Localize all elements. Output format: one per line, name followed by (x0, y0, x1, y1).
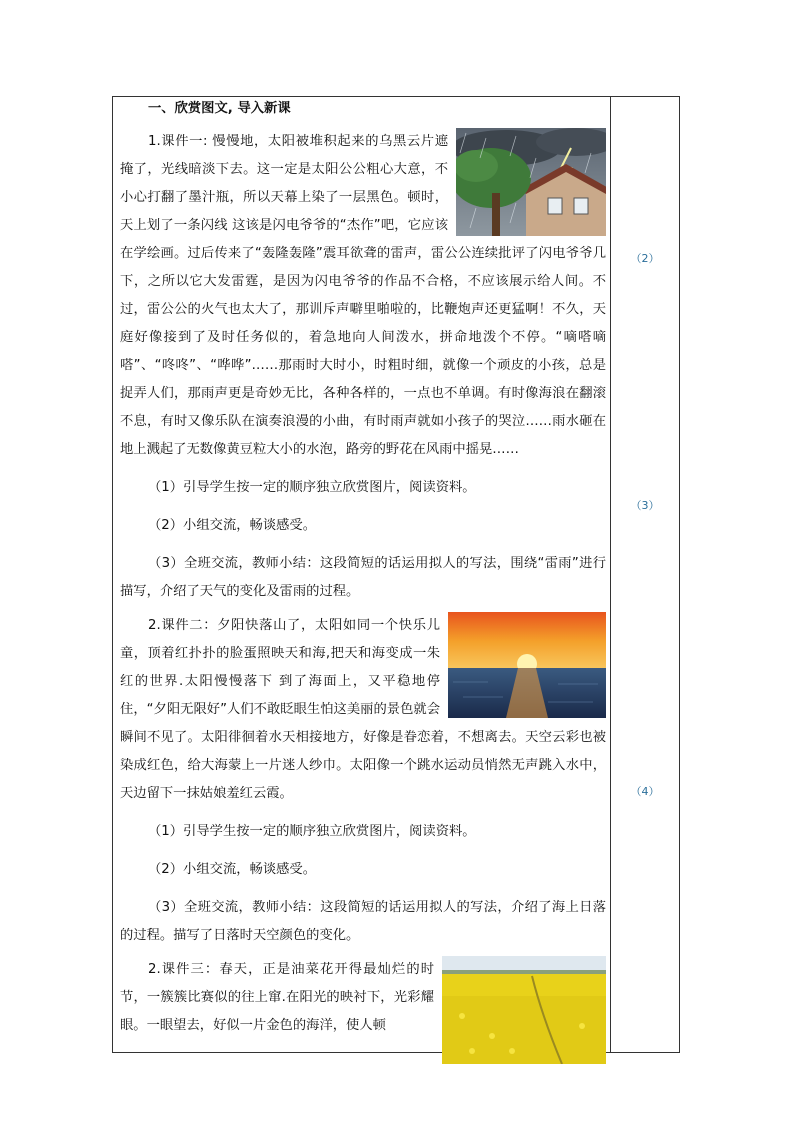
thunderstorm-image (456, 128, 606, 236)
lesson-content (120, 98, 606, 1068)
courseware-2 (120, 612, 606, 950)
step-2-1: （1）引导学生按一定的顺序独立欣赏图片，阅读资料。 (148, 824, 476, 839)
courseware-1 (120, 128, 606, 606)
courseware-1-text: 1.课件一: 慢慢地，太阳被堆积起来的乌黑云片遮掩了，光线暗淡下去。这一定是太阳公公粗心大意，不小心打翻了墨汁瓶，所以天幕上染了一层黑色。顿时，天上划了一条闪线 这该是闪电爷爷的“杰作”吧，它应该在学绘画。过后传来了“轰隆轰隆”震耳欲聋的雷声，雷公公连续批评了闪电爷爷几下，之所以它大发雷霆，是因为闪电爷爷的作品不合格，不应该展示给人间。不过，雷公公的火气也太大了，那训斥声噼里啪啦的，比鞭炮声还更猛啊！不久，天庭好像接到了及时任务似的，着急地向人间泼水，拼命地泼个不停。“嘀嗒嘀嗒”、“咚咚”、“哗哗”……那雨时大时小，时粗时细，就像一个顽皮的小孩，总是捉弄人们，那雨声更是奇妙无比，各种各样的，一点也不单调。有时像海浪在翻滚不息，有时又像乐队在演奏浪漫的小曲，有时雨声就如小孩子的哭泣……雨水砸在地上溅起了无数像黄豆粒大小的水泡，路旁的野花在风雨中摇晃…… (120, 134, 606, 457)
column-divider (610, 96, 611, 1053)
margin-mark-3: （3） (630, 499, 660, 512)
sunset-image (448, 612, 606, 718)
courseware-2-text: 2.课件二：夕阳快落山了，太阳如同一个快乐儿童，顶着红扑扑的脸蛋照映天和海,把天和海变成一朱红的世界.太阳慢慢落下 到了海面上，又平稳地停住，“夕阳无限好”人们不敢眨眼生怕这美丽的景色就会瞬间不见了。太阳徘徊着水天相接地方，好像是眷恋着，不想离去。天空云彩也被染成红色，给大海蒙上一片迷人纱巾。太阳像一个跳水运动员悄然无声跳入水中，天边留下一抹姑娘羞红云霞。 (120, 618, 606, 801)
section-title: 一、欣赏图文, 导入新课 (148, 101, 291, 116)
step-2-2: （2）小组交流，畅谈感受。 (148, 862, 317, 877)
margin-mark-2: （2） (630, 252, 660, 265)
courseware-3-text: 2.课件三：春天，正是油菜花开得最灿烂的时节，一簇簇比赛似的往上窜.在阳光的映衬下，光彩耀眼。一眼望去，好似一片金色的海洋，使人顿 (120, 962, 434, 1033)
step-1-3: （3）全班交流，教师小结：这段简短的话运用拟人的写法，围绕“雷雨”进行描写，介绍了天气的变化及雷雨的过程。 (120, 556, 606, 599)
rapeseed-field-image (442, 956, 606, 1064)
courseware-3 (120, 956, 606, 1040)
step-1-2: （2）小组交流，畅谈感受。 (148, 518, 317, 533)
step-2-3: （3）全班交流，教师小结：这段简短的话运用拟人的写法，介绍了海上日落的过程。描写了日落时天空颜色的变化。 (120, 900, 606, 943)
step-1-1: （1）引导学生按一定的顺序独立欣赏图片，阅读资料。 (148, 480, 476, 495)
margin-mark-4: （4） (630, 785, 660, 798)
